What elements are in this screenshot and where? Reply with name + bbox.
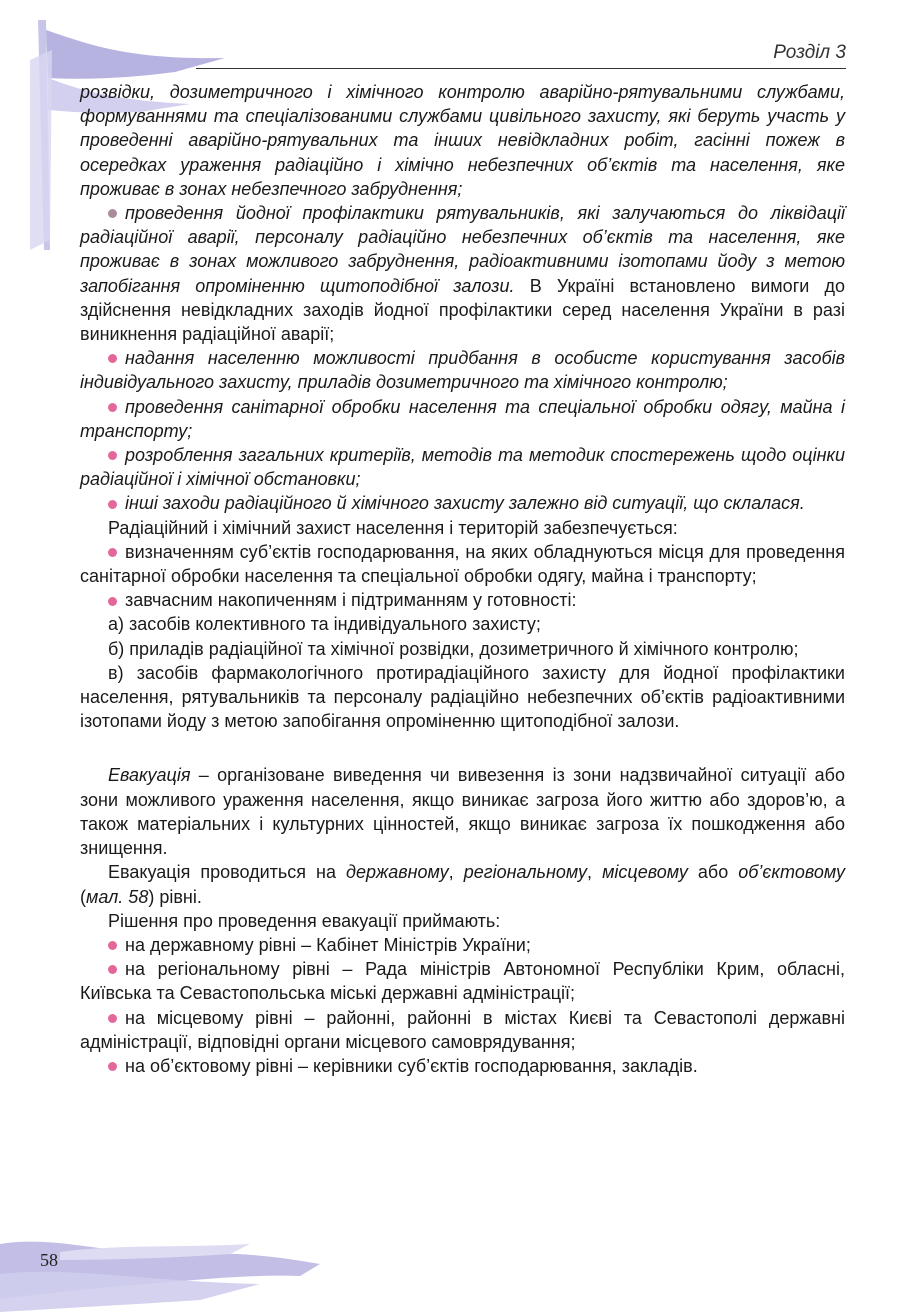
bullet-icon	[108, 548, 117, 557]
bullet-icon	[108, 597, 117, 606]
bullet-icon	[108, 451, 117, 460]
page-body	[80, 80, 845, 1078]
evacuation-levels: Евакуація проводиться на державному, регіональному, місцевому або об’єктовому (мал. 58) рівні.	[80, 862, 845, 907]
decision-item: на державному рівні – Кабінет Міністрів України;	[80, 933, 845, 957]
spacer	[80, 733, 845, 763]
bullet-icon	[108, 500, 117, 509]
sub-item: б) приладів радіаційної та хімічної розвідки, дозиметричного й хімічного контролю;	[108, 638, 799, 659]
sub-item: а) засобів колективного та індивідуального захисту;	[108, 614, 541, 635]
evacuation-definition: Евакуація – організоване виведення чи вивезення із зони надзвичайної ситуації або зони можливого ураження населення, якщо виникає загроза його життю або здоров’ю, а також матеріальних і культурних цінностей, якщо виникає загроза їх пошкодження або знищення.	[80, 765, 845, 859]
measure-item: проведення йодної профілактики рятувальників, які залучаються до ліквідації радіаційної аварії, персоналу радіаційно небезпечних об’єктів та населення, яке проживає в зонах можливого забруднення, радіоактивними ізотопами йоду з метою запобігання опроміненню щитоподібної залози. В Україні встановлено вимоги до здійснення невідкладних заходів йодної профілактики серед населення України в разі виникнення радіаційної аварії;	[80, 203, 846, 345]
measure-item: проведення санітарної обробки населення та спеціальної обробки одягу, майна і транспорту;	[80, 396, 845, 441]
bullet-icon	[108, 941, 117, 950]
decision-item: на місцевому рівні – районні, районні в містах Києві та Севастополі державні адміністрації, відповідні органи місцевого самоврядування;	[80, 1007, 845, 1052]
provision-item: визначенням суб’єктів господарювання, на яких обладнуються місця для проведення санітарної обробки населення та спеціальної обробки одягу, майна і транспорту;	[80, 541, 845, 587]
section-label: Розділ 3	[773, 42, 846, 63]
continuation-paragraph: розвідки, дозиметричного і хімічного контролю аварійно-рятувальними службами, формуваннями та спеціалізованими службами цивільного захисту, які беруть участь у проведенні аварійно-рятувальних та інших невідкладних робіт, гасінні пожеж в осередках ураження радіаційно і хімічно небезпечних об’єктів та населення, яке проживає в зонах небезпечного забруднення;	[80, 82, 845, 199]
provision-item: завчасним накопиченням і підтриманням у готовності:	[80, 588, 845, 612]
measure-item: інші заходи радіаційного й хімічного захисту залежно від ситуації, що склалася.	[80, 491, 845, 515]
header-rule	[196, 68, 846, 69]
bullet-icon	[108, 354, 117, 363]
page-number: 58	[40, 1250, 58, 1270]
bullet-icon	[108, 209, 117, 218]
provision-intro: Радіаційний і хімічний захист населення і територій забезпечується:	[108, 517, 678, 538]
bullet-icon	[108, 1062, 117, 1071]
bullet-icon	[108, 965, 117, 974]
bullet-icon	[108, 403, 117, 412]
decision-item: на об’єктовому рівні – керівники суб’єктів господарювання, закладів.	[80, 1054, 845, 1078]
bullet-icon	[108, 1014, 117, 1023]
decision-intro: Рішення про проведення евакуації приймають:	[108, 910, 501, 931]
measure-item: розроблення загальних критеріїв, методів та методик спостережень щодо оцінки радіаційної і хімічної обстановки;	[80, 445, 845, 490]
measure-item: надання населенню можливості придбання в особисте користування засобів індивідуального захисту, приладів дозиметричного та хімічного контролю;	[80, 348, 845, 393]
decision-item: на регіональному рівні – Рада міністрів Автономної Республіки Крим, обласні, Київська та Севастопольська міські державні адміністрації;	[80, 959, 845, 1004]
sub-item: в) засобів фармакологічного протирадіаційного захисту для йодної профілактики населення, рятувальників та персоналу радіаційно небезпечних об’єктів радіоактивними ізотопами йоду з метою запобігання опроміненню щитоподібної залози.	[80, 662, 845, 732]
